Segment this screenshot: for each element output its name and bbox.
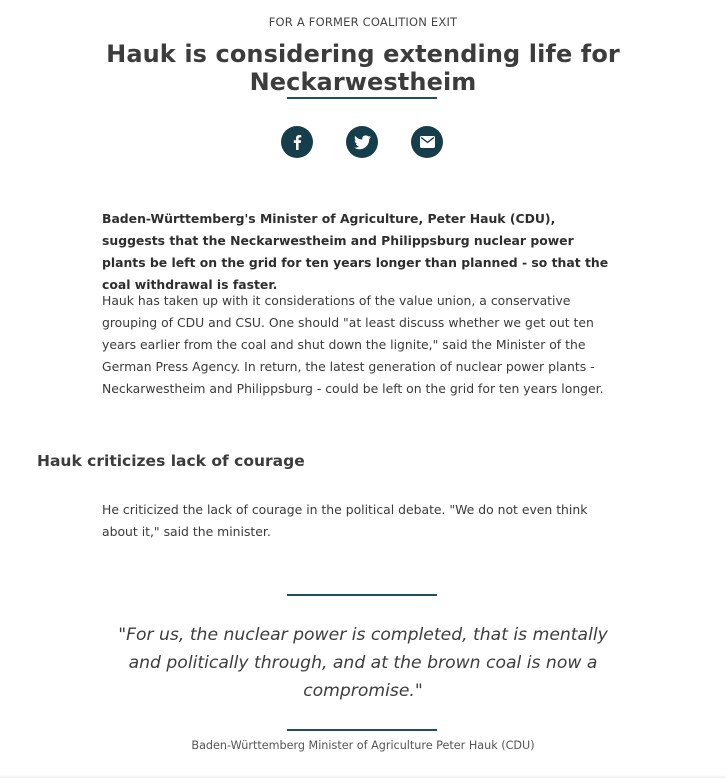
facebook-icon [290,134,304,150]
quote-attribution: Baden-Württemberg Minister of Agriculture Peter Hauk (CDU) [191,739,535,752]
email-icon [420,136,435,148]
share-twitter-button[interactable] [346,126,378,158]
share-email-button[interactable] [411,126,443,158]
quote-bottom-divider [287,729,437,731]
share-bar [281,126,445,158]
headline-divider [287,97,437,99]
article-paragraph: He criticized the lack of courage in the political debate. "We do not even think about it," said the minister. [102,502,588,539]
article-paragraph: Hauk has taken up with it considerations of the value union, a conservative grouping of CDU and CSU. One should "at least discuss whether we get out ten years earlier from the coal and shut down the lignite," said the Minister of the German Press Agency. In return, the latest generation of nuclear power plants - Neckarwestheim and Philippsburg - could be left on the grid for ten years longer. [102,293,604,396]
twitter-icon [354,135,371,150]
article-headline: Hauk is considering extending life for Neckarwestheim [106,40,620,96]
article-kicker: FOR A FORMER COALITION EXIT [268,15,458,29]
pull-quote: "For us, the nuclear power is completed, that is mentally and politically through, and at the brown coal is now a compromise." [118,625,608,701]
article-lead: Baden-Württemberg's Minister of Agriculture, Peter Hauk (CDU), suggests that the Neckarwestheim and Philippsburg nuclear power plants be left on the grid for ten years longer than planned - so that the coal withdrawal is faster. [102,211,609,292]
quote-top-divider [287,594,437,596]
share-facebook-button[interactable] [281,126,313,158]
section-heading: Hauk criticizes lack of courage [37,452,305,470]
